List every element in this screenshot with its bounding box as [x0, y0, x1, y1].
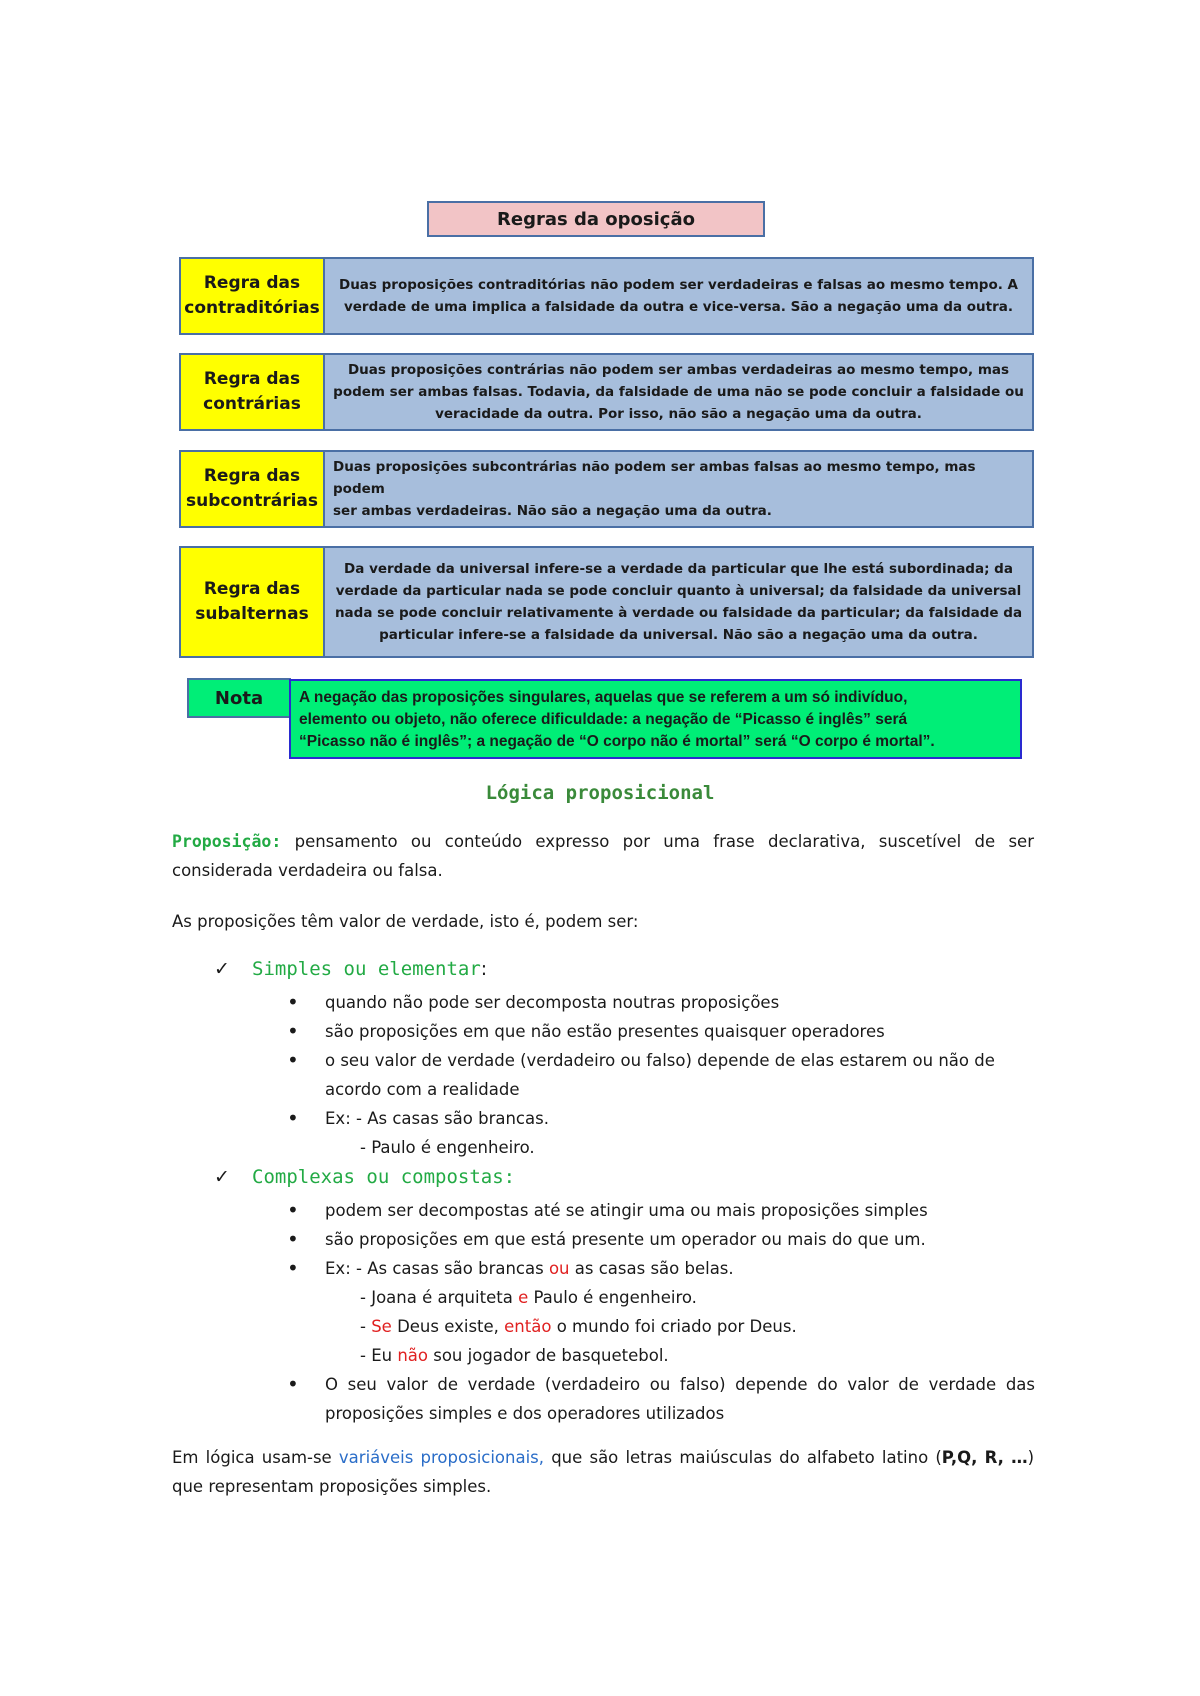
example-line: [287, 1283, 1035, 1312]
operator-not: não: [397, 1346, 428, 1365]
example-text: as casas são belas.: [569, 1259, 734, 1278]
opposition-rules-title: Regras da oposição: [427, 201, 765, 237]
complex-label: Complexas ou compostas:: [252, 1166, 516, 1188]
example-text: o mundo foi criado por Deus.: [551, 1317, 797, 1336]
section-title: Lógica proposicional: [485, 782, 715, 804]
list-item: • Ex: - As casas são brancas.: [287, 1104, 1035, 1133]
rule-row-subalternas: [179, 546, 1034, 658]
rule-row-contrarias: [179, 353, 1034, 431]
definition-paragraph: [172, 827, 1034, 885]
rule-label-line1: Regra das: [203, 579, 301, 599]
rule-text-line: particular infere-se a falsidade da universal. Não são a negação uma da outra.: [379, 627, 978, 643]
list-item: [287, 1254, 1035, 1283]
simple-heading: [214, 955, 487, 984]
list-item: • o seu valor de verdade (verdadeiro ou falso) depende de elas estarem ou não de acordo com a realidade: [287, 1046, 1035, 1104]
definition-term: Proposição:: [172, 832, 282, 851]
rule-label-line2: contrárias: [203, 394, 301, 414]
rule-label-line1: Regra das: [203, 369, 301, 389]
example-text: sou jogador de basquetebol.: [428, 1346, 669, 1365]
definition-text: pensamento ou conteúdo expresso por uma frase declarativa, suscetível de ser considerada verdadeira ou falsa.: [172, 832, 1034, 880]
operator-and: e: [518, 1288, 529, 1307]
checkmark-icon: ✓: [214, 1166, 230, 1188]
list-item: • podem ser decompostas até se atingir uma ou mais proposições simples: [287, 1196, 1035, 1225]
rule-description: [325, 450, 1034, 528]
rule-label: [179, 257, 325, 335]
list-item: • O seu valor de verdade (verdadeiro ou falso) depende do valor de verdade das proposições simples e dos operadores utilizados: [287, 1370, 1035, 1428]
rule-text-line: verdade da particular nada se pode concluir quanto à universal; da falsidade da universal: [335, 583, 1022, 599]
rule-row-contraditorias: [179, 257, 1034, 335]
nota-line: elemento ou objeto, não oferece dificuldade: a negação de “Picasso é inglês” será: [299, 711, 908, 728]
example-text: Deus existe,: [391, 1317, 505, 1336]
closing-text: Em lógica usam-se: [172, 1448, 339, 1467]
closing-term: variáveis proposicionais,: [338, 1448, 545, 1467]
rule-label: [179, 546, 325, 658]
simple-bullet-list: [287, 988, 1035, 1162]
rule-description: [325, 353, 1034, 431]
list-item: • são proposições em que não estão presentes quaisquer operadores: [287, 1017, 1035, 1046]
rule-label-line1: Regra das: [203, 273, 301, 293]
operator-then: então: [504, 1317, 552, 1336]
rule-description: [325, 257, 1034, 335]
rule-label-line2: contraditórias: [184, 298, 320, 318]
rule-label: [179, 450, 325, 528]
nota-text: [289, 679, 1022, 759]
rule-text-line: ser ambas verdadeiras. Não são a negação uma da outra.: [333, 503, 772, 519]
example-text: Paulo é engenheiro.: [528, 1288, 697, 1307]
rule-label: [179, 353, 325, 431]
list-item: • quando não pode ser decomposta noutras proposições: [287, 988, 1035, 1017]
closing-ellipsis: …: [1011, 1448, 1028, 1467]
nota-line: A negação das proposições singulares, aquelas que se referem a um só indivíduo,: [299, 689, 908, 706]
checkmark-icon: ✓: [214, 958, 230, 980]
example-line: - Paulo é engenheiro.: [360, 1138, 535, 1157]
example-line: [287, 1312, 1035, 1341]
intro-paragraph: As proposições têm valor de verdade, isto é, podem ser:: [172, 912, 639, 931]
rule-label-line1: Regra das: [203, 466, 301, 486]
complex-heading: [214, 1163, 515, 1192]
rule-text-line: Duas proposições contraditórias não podem ser verdadeiras e falsas ao mesmo tempo. A: [338, 277, 1018, 293]
rule-text-line: nada se pode concluir relativamente à verdade ou falsidade da particular; da falsidade da: [334, 605, 1023, 621]
simple-colon: :: [480, 958, 488, 980]
closing-text: que são letras maiúsculas do alfabeto latino (: [544, 1448, 942, 1467]
rule-text-line: verdade de uma implica a falsidade da outra e vice-versa. São a negação uma da outra.: [343, 299, 1014, 315]
simple-label: Simples ou elementar: [252, 958, 481, 980]
rule-text-line: Duas proposições subcontrárias não podem ser ambas falsas ao mesmo tempo, mas podem: [333, 459, 976, 497]
rule-text-line: Duas proposições contrárias não podem ser ambas verdadeiras ao mesmo tempo, mas: [347, 362, 1010, 378]
closing-letters: R,: [984, 1448, 1004, 1467]
closing-letters: P,Q,: [941, 1448, 978, 1467]
rule-text-line: veracidade da outra. Por isso, não são a negação uma da outra.: [435, 406, 922, 422]
complex-bullet-list: [287, 1196, 1035, 1428]
example-text: -: [360, 1317, 372, 1336]
list-item: • são proposições em que está presente um operador ou mais do que um.: [287, 1225, 1035, 1254]
example-text: - Joana é arquiteta: [360, 1288, 519, 1307]
closing-paragraph: [172, 1443, 1034, 1501]
example-text: - Eu: [360, 1346, 398, 1365]
example-line: [287, 1341, 1035, 1370]
rule-text-line: Da verdade da universal infere-se a verdade da particular que lhe está subordinada; da: [344, 561, 1013, 577]
rule-text-line: podem ser ambas falsas. Todavia, da falsidade de uma não se pode concluir a falsidade ou: [333, 384, 1024, 400]
example-text: Ex: - As casas são brancas: [325, 1259, 549, 1278]
rule-description: [325, 546, 1034, 658]
operator-or: ou: [548, 1259, 570, 1278]
rule-row-subcontrarias: [179, 450, 1034, 528]
rule-label-line2: subcontrárias: [185, 491, 319, 511]
closing-text: ) que representam proposições simples.: [172, 1448, 1035, 1496]
rule-label-line2: subalternas: [195, 604, 309, 624]
nota-label: Nota: [187, 678, 291, 718]
nota-line: “Picasso não é inglês”; a negação de “O corpo não é mortal” será “O corpo é mortal”.: [299, 733, 935, 750]
operator-if: Se: [371, 1317, 392, 1336]
